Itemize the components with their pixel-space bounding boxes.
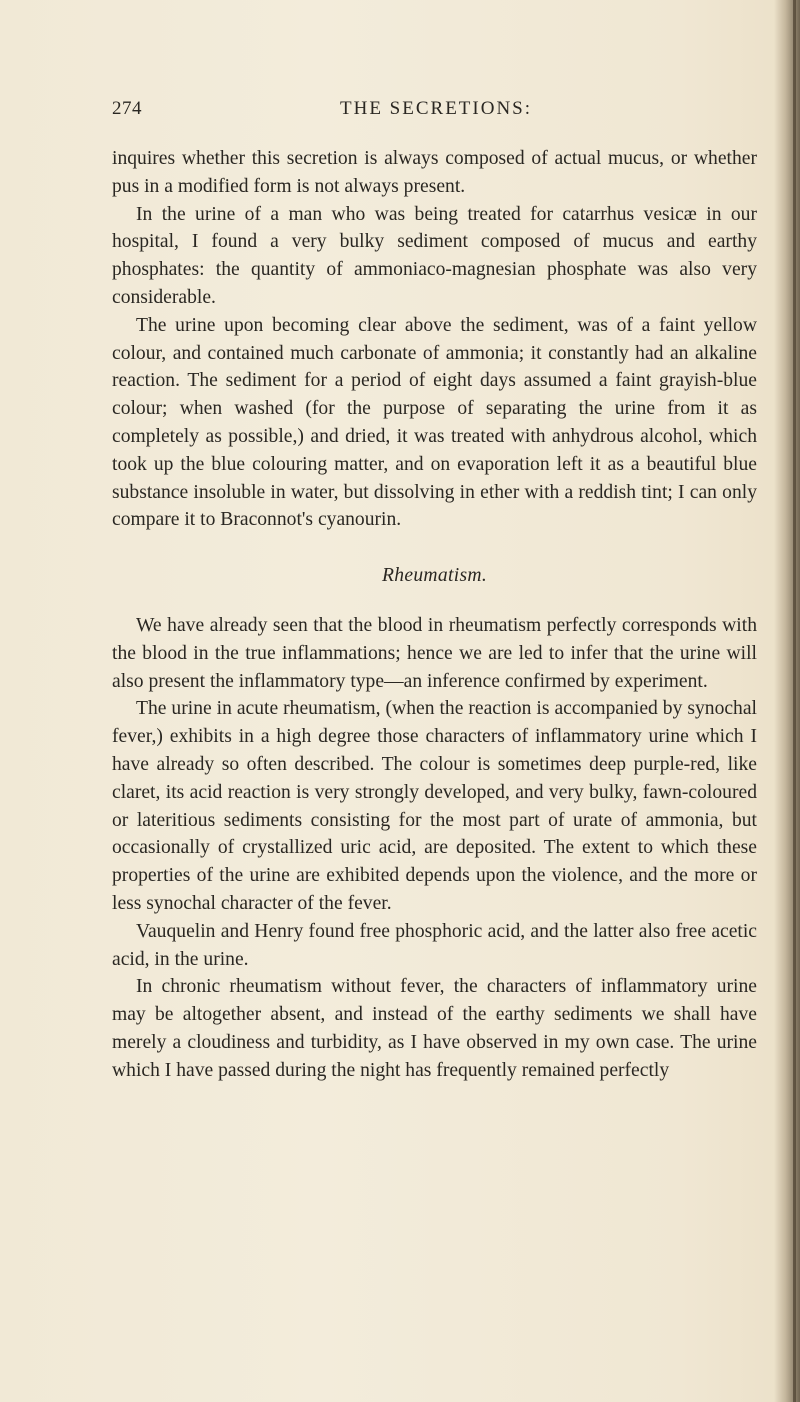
page-number: 274	[112, 98, 142, 119]
page-edge-shadow	[774, 0, 800, 1402]
page-header	[112, 98, 752, 126]
paragraph: Vauquelin and Henry found free phosphoric acid, and the latter also free acetic acid, in the urine.	[112, 920, 757, 970]
paragraph: The urine upon becoming clear above the sediment, was of a faint yellow colour, and contained much carbonate of ammonia; it constantly had an alkaline reaction. The sediment for a period of eight days assumed a faint grayish-blue colour; when washed (for the purpose of separating the urine from it as completely as possible,) and dried, it was treated with anhydrous alcohol, which took up the blue colouring matter, and on evaporation left it as a beautiful blue substance insoluble in water, but dissolving in ether with a reddish tint; I can only compare it to Braconnot's cyanourin.	[112, 314, 757, 531]
paragraph: In chronic rheumatism without fever, the characters of inflammatory urine may be altogether absent, and instead of the earthy sediments we shall have merely a cloudiness and turbidity, as I have observed in my own case. The urine which I have passed during the night has frequently remained perfectly	[112, 976, 757, 1081]
section-heading: Rheumatism.	[381, 565, 488, 587]
body-text	[112, 145, 757, 1085]
running-head: THE SECRETIONS:	[340, 98, 533, 119]
page-edge-line	[793, 0, 796, 1402]
paragraph: In the urine of a man who was being treated for catarrhus vesicæ in our hospital, I found a very bulky sediment composed of mucus and earthy phosphates: the quantity of ammoniaco-magnesian phosphate was also very considerable.	[112, 203, 757, 308]
paragraph: inquires whether this secretion is always composed of actual mucus, or whether pus in a modified form is not always present.	[112, 148, 757, 197]
paragraph: The urine in acute rheumatism, (when the reaction is accompanied by synochal fever,) exhibits in a high degree those characters of inflammatory urine which I have already so often described. The colour is sometimes deep purple-red, like claret, its acid reaction is very strongly developed, and very bulky, fawn-coloured or lateritious sediments consisting for the most part of urate of ammonia, but occasionally of crystallized uric acid, are deposited. The extent to which these properties of the urine are exhibited depends upon the violence, and the more or less synochal character of the fever.	[112, 698, 757, 914]
paragraph: We have already seen that the blood in rheumatism perfectly corresponds with the blood in the true inflammations; hence we are led to infer that the urine will also present the inflammatory type—an inference confirmed by experiment.	[112, 614, 757, 692]
